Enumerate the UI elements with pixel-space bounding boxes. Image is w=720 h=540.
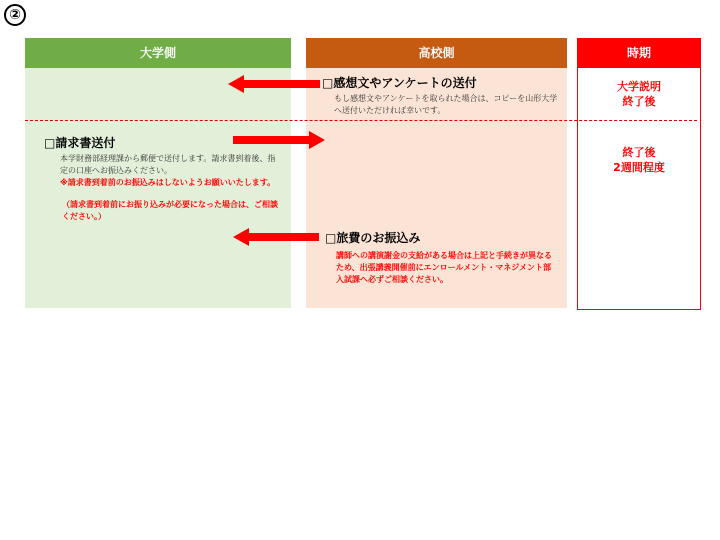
arrow-left-feedback	[228, 75, 320, 93]
university-column-header: 大学側	[25, 38, 291, 68]
travel-item-warning: 講師への講演謝金の支給がある場合は上記と手続きが異なるため、出張講義開催前にエンロールメント・マネジメント部入試課へ必ずご相談ください。	[336, 251, 552, 284]
timing-column-header: 時期	[577, 38, 701, 68]
feedback-item-note: もし感想文やアンケートを取られた場合は、コピーを山形大学へ送付いただければ幸いです。	[334, 94, 558, 115]
timing-first-stage: 大学説明 終了後	[617, 80, 661, 108]
stage-divider-line	[25, 120, 697, 121]
arrow-right-invoice	[233, 131, 325, 149]
feedback-item-title: □感想文やアンケートの送付	[322, 76, 477, 90]
timing-second-stage: 終了後 2週間程度	[613, 146, 665, 174]
invoice-item-title: □請求書送付	[44, 136, 116, 150]
step-number-marker: ②	[4, 4, 26, 26]
invoice-item-consult-note: （請求書到着前にお振り込みが必要になった場合は、ご相談ください。）	[62, 200, 278, 221]
high-school-column-header: 高校側	[306, 38, 567, 68]
arrow-left-travel	[233, 228, 319, 246]
invoice-item-note: 本学財務部経理課から郵便で送付します。請求書到着後、指定の口座へお振込みください。	[60, 154, 276, 175]
travel-item-title: □旅費のお振込み	[325, 231, 421, 245]
invoice-item-warning: ※請求書到着前のお振込みはしないようお願いいたします。	[60, 178, 276, 187]
